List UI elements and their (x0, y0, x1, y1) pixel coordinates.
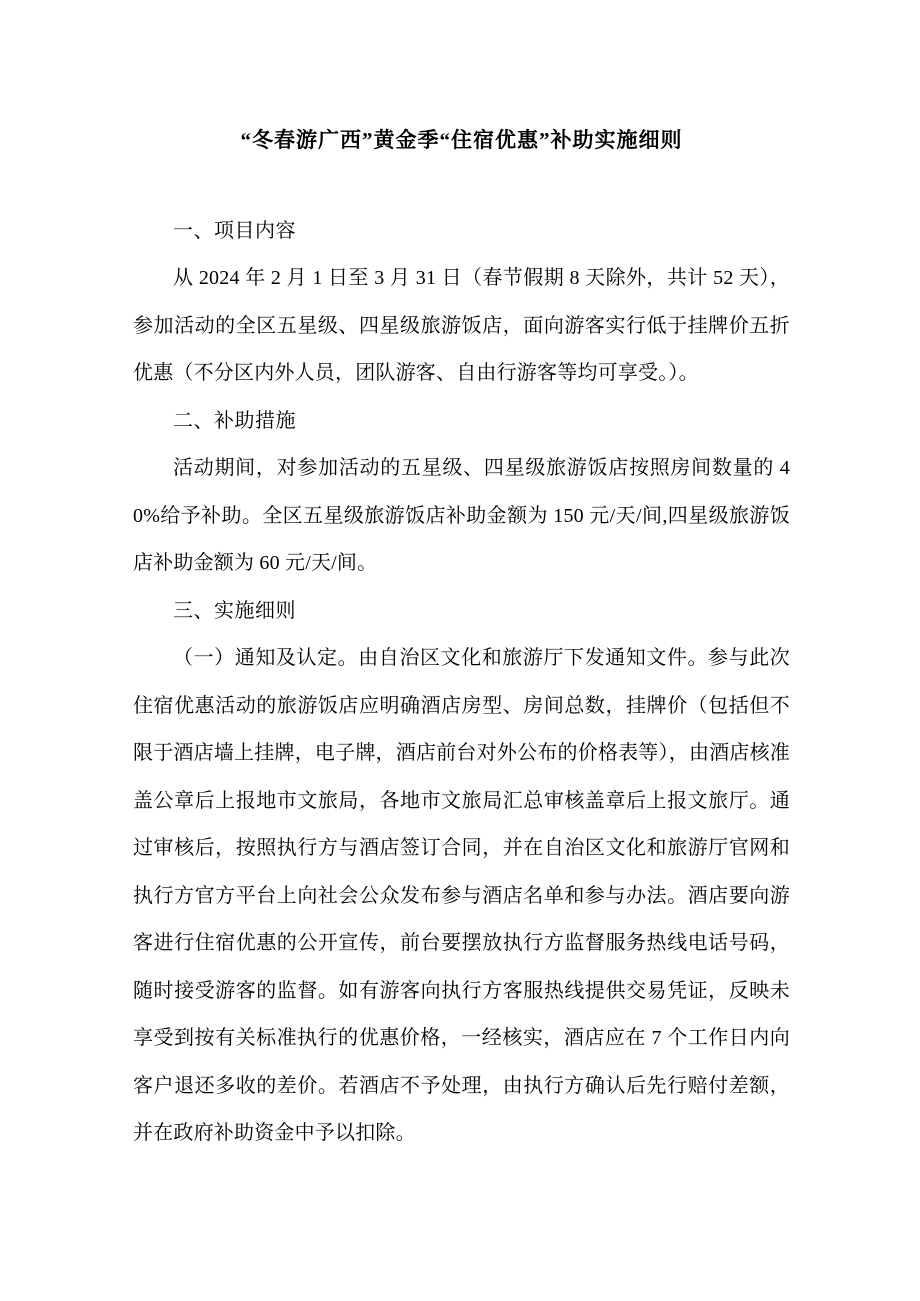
document-body (133, 208, 790, 1158)
section-3-heading: 三、实施细则 (173, 599, 296, 622)
section-1-paragraph-1: 从 2024 年 2 月 1 日至 3 月 31 日（春节假期 8 天除外，共计 52 天），参加活动的全区五星级、四星级旅游饭店，面向游客实行低于挂牌价五折优惠（不分区内外人员，团队游客、自由行游客等均可享受。）。 (133, 267, 790, 384)
section-2-paragraph-1: 活动期间，对参加活动的五星级、四星级旅游饭店按照房间数量的 40%给予补助。全区五星级旅游饭店补助金额为 150 元/天/间,四星级旅游饭店补助金额为 60 元/天/间。 (133, 457, 790, 574)
section-2-heading: 二、补助措施 (173, 409, 296, 432)
section-3-paragraph-1: （一）通知及认定。由自治区文化和旅游厅下发通知文件。参与此次住宿优惠活动的旅游饭店应明确酒店房型、房间总数，挂牌价（包括但不限于酒店墙上挂牌，电子牌，酒店前台对外公布的价格表等），由酒店核准盖公章后上报地市文旅局，各地市文旅局汇总审核盖章后上报文旅厅。通过审核后，按照执行方与酒店签订合同，并在自治区文化和旅游厅官网和执行方官方平台上向社会公众发布参与酒店名单和参与办法。酒店要向游客进行住宿优惠的公开宣传，前台要摆放执行方监督服务热线电话号码，随时接受游客的监督。如有游客向执行方客服热线提供交易凭证，反映未享受到按有关标准执行的优惠价格，一经核实，酒店应在 7 个工作日内向客户退还多收的差价。若酒店不予处理，由执行方确认后先行赔付差额，并在政府补助资金中予以扣除。 (133, 647, 790, 1144)
section-1-heading: 一、项目内容 (173, 219, 296, 242)
document-title: “冬春游广西”黄金季“住宿优惠”补助实施细则 (240, 128, 683, 152)
